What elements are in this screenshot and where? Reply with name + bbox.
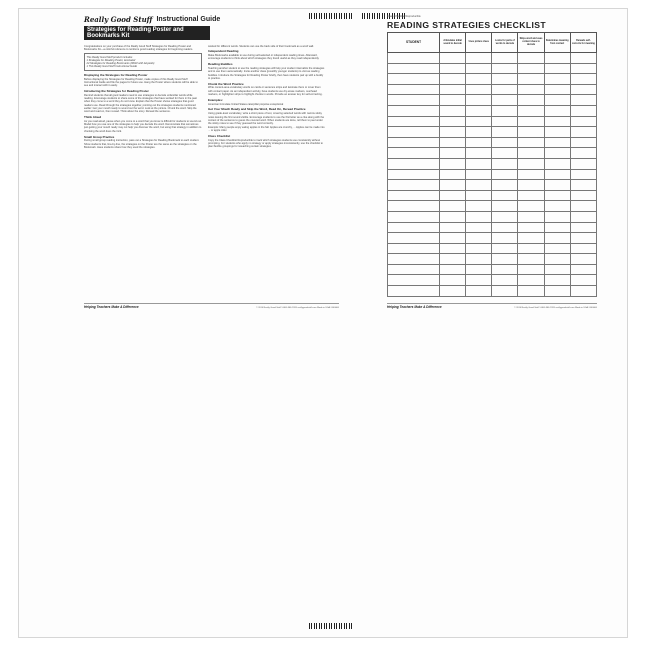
- checklist-row: [388, 286, 597, 297]
- checklist-cell: [544, 222, 570, 233]
- checklist-cell: [492, 127, 518, 138]
- checklist-cell: [492, 63, 518, 74]
- section-heading: Independent Reading: [208, 49, 239, 54]
- checklist-cell: [492, 53, 518, 64]
- checklist-cell: [466, 63, 492, 74]
- checklist-cell: [466, 116, 492, 127]
- checklist-cell: [544, 137, 570, 148]
- checklist-cell: [492, 148, 518, 159]
- checklist-cell: [466, 169, 492, 180]
- checklist-row: [388, 243, 597, 254]
- checklist-cell: [492, 190, 518, 201]
- checklist-cell: [544, 275, 570, 286]
- checklist-row: [388, 275, 597, 286]
- checklist-cell: [544, 233, 570, 244]
- checklist-cell: [388, 137, 440, 148]
- checklist-cell: [388, 180, 440, 191]
- checklist-cell: [544, 127, 570, 138]
- checklist-cell: [440, 233, 466, 244]
- checklist-cell: [518, 116, 544, 127]
- checklist-row: [388, 74, 597, 85]
- section-text: Using grade-level vocabulary, write a short piece of text, covering selected words with narrow sticky notes leaving the first sound visible. Encourage students to use the first letter as a clue along with the context of the sentence to guess the covered word. When students are done, tell them to peel under the sticky notes to see if they guessed the word correctly.: [208, 112, 325, 126]
- checklist-cell: [440, 127, 466, 138]
- checklist-cell: [544, 286, 570, 297]
- checklist-row: [388, 190, 597, 201]
- checklist-cell: [466, 243, 492, 254]
- checklist-cell: [492, 222, 518, 233]
- column-header: Articulates initial sound to decode: [440, 33, 466, 53]
- checklist-cell: [388, 243, 440, 254]
- checklist-cell: [570, 84, 596, 95]
- column-header: Rereads self-corrects for meaning: [570, 33, 596, 53]
- checklist-row: [388, 137, 597, 148]
- checklist-cell: [466, 286, 492, 297]
- checklist-cell: [466, 211, 492, 222]
- checklist-row: [388, 127, 597, 138]
- section-text: Write content-area vocabulary words on cards or sentence strips and laminate them or cover them with contact paper. As an independent activity, have students use dry-erase markers, overhead markers, or highlighter strips to highlight chunks in words. Provide an answer key for self-correcting.: [208, 86, 323, 97]
- checklist-cell: [518, 190, 544, 201]
- checklist-cell: [440, 137, 466, 148]
- checklist-cell: [388, 254, 440, 265]
- column-header: Looks for parts of words to decode: [492, 33, 518, 53]
- section-heading: Class Checklist: [208, 134, 231, 139]
- checklist-cell: [570, 243, 596, 254]
- guide-header: [84, 15, 339, 24]
- section-text: American formulate United States caterpillar porpoise exceptional: [208, 102, 284, 106]
- checklist-cell: [544, 84, 570, 95]
- section-text: As you read aloud, pause when you come to a word that you know is difficult for students to sound out. Model how you use one of the strategies to help you decode the word. Demonstrate that sometimes just getting your mouth ready may not help you discover the word, but using that strategy in addition to chunking the word does the trick.: [84, 119, 202, 133]
- section-text: During small group reading instruction, pass out a Strategies for Reading Bookmark to each student. Show students that, line-by-line, the strategies on the Poster are the same as the strategies on the Bookmark. Have students share how they used the strategies.: [84, 139, 200, 149]
- checklist-cell: [544, 148, 570, 159]
- checklist-cell: [440, 275, 466, 286]
- checklist-cell: [570, 233, 596, 244]
- checklist-cell: [518, 254, 544, 265]
- checklist-cell: [440, 158, 466, 169]
- checklist-cell: [388, 95, 440, 106]
- checklist-row: [388, 158, 597, 169]
- guide-title: Instructional Guide: [156, 16, 221, 23]
- section-text: worked for different words. Students can use the back side of their bookmark as a word wall.: [208, 44, 314, 48]
- checklist-cell: [544, 63, 570, 74]
- checklist-footer: [387, 303, 597, 309]
- kit-title-banner: Strategies for Reading Poster and Bookmarks Kit: [84, 26, 210, 40]
- guide-column-1: [84, 44, 202, 149]
- checklist-cell: [492, 264, 518, 275]
- includes-box: [84, 53, 202, 71]
- checklist-cell: [492, 243, 518, 254]
- footer-copyright: © 2010 Really Good Stuff 1-800-366-1920 reallygoodstuff.com Made in USA #000000: [255, 307, 339, 309]
- footer-tagline: Helping Teachers Make A Difference: [84, 305, 139, 309]
- footer-tagline: Helping Teachers Make A Difference: [387, 305, 442, 309]
- checklist-cell: [570, 53, 596, 64]
- checklist-cell: [388, 53, 440, 64]
- section-text: Example: Many people enjoy eating apples in the fall. Apples are crunchy, ... Apples can be made into ... or apple cider.: [208, 125, 325, 133]
- checklist-cell: [518, 169, 544, 180]
- checklist-cell: [518, 211, 544, 222]
- checklist-cell: [466, 158, 492, 169]
- checklist-cell: [518, 243, 544, 254]
- section-text: Remind students that all good readers need to use strategies to decode unfamiliar words while reading. Encourage students to share some of the strategies that have worked for them in the past when they come to a word they do not know. Explain that the Poster shows strategies that good readers use. Read through the strategies together, pointing out the strategies students mentioned earlier: Get your mouth ready to sound out the word. Look at the picture. Chunk the word. Skip the word and read on, then reread. Think about the story. Reread the sentence.: [84, 93, 197, 114]
- checklist-cell: [518, 63, 544, 74]
- checklist-row: [388, 95, 597, 106]
- checklist-cell: [440, 169, 466, 180]
- section-heading: Introducing the Strategies for Reading Poster: [84, 88, 149, 93]
- checklist-cell: [388, 116, 440, 127]
- checklist-cell: [570, 180, 596, 191]
- checklist-cell: [388, 233, 440, 244]
- checklist-cell: [492, 158, 518, 169]
- checklist-cell: [388, 84, 440, 95]
- checklist-cell: [492, 84, 518, 95]
- checklist-cell: [466, 127, 492, 138]
- checklist-cell: [544, 243, 570, 254]
- column-header: Determines meaning from context: [544, 33, 570, 53]
- checklist-cell: [492, 116, 518, 127]
- checklist-cell: [518, 201, 544, 212]
- checklist-cell: [492, 95, 518, 106]
- checklist-cell: [570, 275, 596, 286]
- intro-paragraph: Congratulations on your purchase of the Really Good Stuff Strategies for Reading Poster and Bookmarks Kit—a colorful reference to reinforce good reading strategies for beginning readers.: [84, 44, 193, 51]
- checklist-cell: [544, 201, 570, 212]
- checklist-cell: [388, 158, 440, 169]
- checklist-cell: [440, 84, 466, 95]
- section-heading: Examples:: [208, 97, 224, 102]
- checklist-cell: [440, 148, 466, 159]
- section-text: Before displaying the Strategies for Reading Poster, make copies of this Really Good Stuff Instructional Guide and file the pages for future use. Hang the Poster where students will be able to see and interact with it easily.: [84, 77, 198, 88]
- checklist-cell: [466, 201, 492, 212]
- checklist-cell: [570, 105, 596, 116]
- guide-column-2: [208, 44, 326, 149]
- checklist-cell: [492, 201, 518, 212]
- checklist-row: [388, 105, 597, 116]
- checklist-cell: [544, 190, 570, 201]
- checklist-title: READING STRATEGIES CHECKLIST: [387, 20, 547, 30]
- checklist-cell: [518, 222, 544, 233]
- checklist-cell: [544, 158, 570, 169]
- checklist-cell: [570, 63, 596, 74]
- section-text: Teaching another student to use the reading strategies will help your student internalize the strategies and to use them automatically. Invite another class (possibly younger students) to visit as reading buddies. Introduce the Strategies for Reading Poster briefly, then have students pair up with a buddy to practice.: [208, 66, 325, 80]
- barcode-bars: [309, 623, 353, 629]
- checklist-cell: [466, 254, 492, 265]
- checklist-cell: [440, 243, 466, 254]
- section-heading: Displaying the Strategies for Reading Poster: [84, 72, 148, 77]
- checklist-cell: [570, 158, 596, 169]
- checklist-cell: [492, 211, 518, 222]
- checklist-cell: [518, 264, 544, 275]
- checklist-cell: [440, 201, 466, 212]
- checklist-cell: [544, 116, 570, 127]
- checklist-cell: [544, 169, 570, 180]
- checklist-cell: [544, 180, 570, 191]
- checklist-cell: [492, 286, 518, 297]
- checklist-row: [388, 222, 597, 233]
- checklist-cell: [440, 264, 466, 275]
- checklist-cell: [440, 222, 466, 233]
- checklist-cell: [388, 148, 440, 159]
- checklist-cell: [388, 127, 440, 138]
- checklist-cell: [570, 222, 596, 233]
- checklist-cell: [466, 137, 492, 148]
- checklist-cell: [440, 116, 466, 127]
- checklist-cell: [544, 254, 570, 265]
- checklist-cell: [570, 254, 596, 265]
- checklist-cell: [466, 95, 492, 106]
- checklist-cell: [492, 233, 518, 244]
- checklist-cell: [518, 137, 544, 148]
- section-heading: Chunk the Word Practice: [208, 81, 244, 86]
- checklist-cell: [570, 169, 596, 180]
- checklist-cell: [544, 74, 570, 85]
- checklist-body: [388, 53, 597, 297]
- checklist-cell: [570, 190, 596, 201]
- checklist-cell: [466, 105, 492, 116]
- instructional-guide-page: [84, 15, 339, 315]
- section-text: Copy the Class Checklist Reproducible to track which strategies students use consistently without prompting. For students who apply no strategy or apply strategies inconsistently, use the checklist to plan flexible groupings for reteaching certain strategies.: [208, 138, 323, 149]
- checklist-cell: [544, 105, 570, 116]
- guide-footer: [84, 303, 339, 309]
- barcode-bottom: [309, 623, 353, 633]
- checklist-cell: [440, 95, 466, 106]
- column-header: Skips word and uses context clues to decode: [518, 33, 544, 53]
- checklist-row: [388, 53, 597, 64]
- checklist-cell: [518, 158, 544, 169]
- checklist-cell: [570, 116, 596, 127]
- checklist-cell: [570, 74, 596, 85]
- checklist-cell: [466, 53, 492, 64]
- checklist-cell: [466, 180, 492, 191]
- column-header-student: STUDENT: [388, 33, 440, 53]
- checklist-cell: [466, 84, 492, 95]
- section-heading: Get Your Mouth Ready and Skip the Word, Read On, Reread Practice: [208, 107, 306, 112]
- checklist-cell: [492, 275, 518, 286]
- checklist-cell: [492, 105, 518, 116]
- checklist-cell: [518, 286, 544, 297]
- checklist-page: [387, 15, 597, 315]
- section-heading: Reading Buddies: [208, 62, 233, 67]
- checklist-row: [388, 254, 597, 265]
- checklist-cell: [388, 63, 440, 74]
- checklist-header-row: [388, 33, 597, 53]
- checklist-cell: [388, 190, 440, 201]
- checklist-cell: [388, 201, 440, 212]
- checklist-cell: [388, 169, 440, 180]
- checklist-cell: [570, 95, 596, 106]
- checklist-row: [388, 211, 597, 222]
- checklist-cell: [544, 53, 570, 64]
- checklist-cell: [388, 286, 440, 297]
- checklist-cell: [518, 95, 544, 106]
- checklist-cell: [492, 169, 518, 180]
- checklist-cell: [440, 190, 466, 201]
- includes-item: 1 Strategies for Reading Poster, laminated: [86, 58, 136, 62]
- checklist-row: [388, 148, 597, 159]
- checklist-row: [388, 233, 597, 244]
- checklist-cell: [570, 137, 596, 148]
- checklist-cell: [466, 275, 492, 286]
- checklist-cell: [388, 74, 440, 85]
- checklist-cell: [388, 105, 440, 116]
- includes-item: 24 Strategies for Reading Bookmarks (000/2 with lanyards): [86, 62, 155, 66]
- checklist-cell: [388, 275, 440, 286]
- checklist-cell: [440, 211, 466, 222]
- checklist-cell: [466, 222, 492, 233]
- section-text: Make Bookmarks available to use during self-selected or independent reading times. Afterward, encourage students to think about which strategies they found useful as they read independently.: [208, 54, 320, 61]
- checklist-cell: [466, 264, 492, 275]
- checklist-cell: [518, 84, 544, 95]
- checklist-cell: [388, 264, 440, 275]
- checklist-row: [388, 169, 597, 180]
- checklist-cell: [570, 127, 596, 138]
- checklist-cell: [440, 286, 466, 297]
- checklist-row: [388, 84, 597, 95]
- checklist-cell: [570, 148, 596, 159]
- checklist-cell: [518, 105, 544, 116]
- checklist-cell: [570, 264, 596, 275]
- checklist-cell: [440, 254, 466, 265]
- checklist-cell: [440, 63, 466, 74]
- checklist-cell: [570, 211, 596, 222]
- checklist-cell: [518, 233, 544, 244]
- checklist-cell: [492, 74, 518, 85]
- checklist-cell: [544, 211, 570, 222]
- checklist-cell: [388, 222, 440, 233]
- checklist-cell: [518, 275, 544, 286]
- column-header: Uses picture clues: [466, 33, 492, 53]
- brand-logo: Really Good Stuff: [84, 15, 153, 24]
- checklist-cell: [492, 180, 518, 191]
- section-heading: Small Group Practice: [84, 134, 115, 139]
- checklist-row: [388, 116, 597, 127]
- checklist-cell: [544, 95, 570, 106]
- checklist-cell: [440, 105, 466, 116]
- footer-copyright: © 2010 Really Good Stuff 1-800-366-1920 reallygoodstuff.com Made in USA #000000: [513, 307, 597, 309]
- checklist-cell: [388, 211, 440, 222]
- reproducible-label: Class Checklist Reproducible: [387, 15, 421, 18]
- includes-item: 1 This Really Good Stuff Instructional Guide: [86, 65, 137, 69]
- section-heading: Think Aloud: [84, 115, 102, 120]
- checklist-cell: [466, 148, 492, 159]
- checklist-cell: [518, 180, 544, 191]
- checklist-cell: [466, 190, 492, 201]
- checklist-cell: [544, 264, 570, 275]
- checklist-cell: [466, 233, 492, 244]
- checklist-cell: [440, 53, 466, 64]
- checklist-row: [388, 63, 597, 74]
- checklist-cell: [492, 137, 518, 148]
- guide-columns: [84, 44, 339, 149]
- checklist-cell: [466, 74, 492, 85]
- checklist-cell: [570, 286, 596, 297]
- product-sheet: [18, 8, 628, 638]
- checklist-table: [387, 32, 597, 297]
- checklist-row: [388, 264, 597, 275]
- checklist-cell: [440, 74, 466, 85]
- checklist-cell: [518, 148, 544, 159]
- checklist-cell: [492, 254, 518, 265]
- includes-heading: This Really Good Stuff product includes:: [86, 55, 133, 59]
- checklist-cell: [518, 74, 544, 85]
- checklist-row: [388, 201, 597, 212]
- checklist-cell: [518, 127, 544, 138]
- checklist-cell: [518, 53, 544, 64]
- checklist-cell: [570, 201, 596, 212]
- checklist-cell: [440, 180, 466, 191]
- checklist-row: [388, 180, 597, 191]
